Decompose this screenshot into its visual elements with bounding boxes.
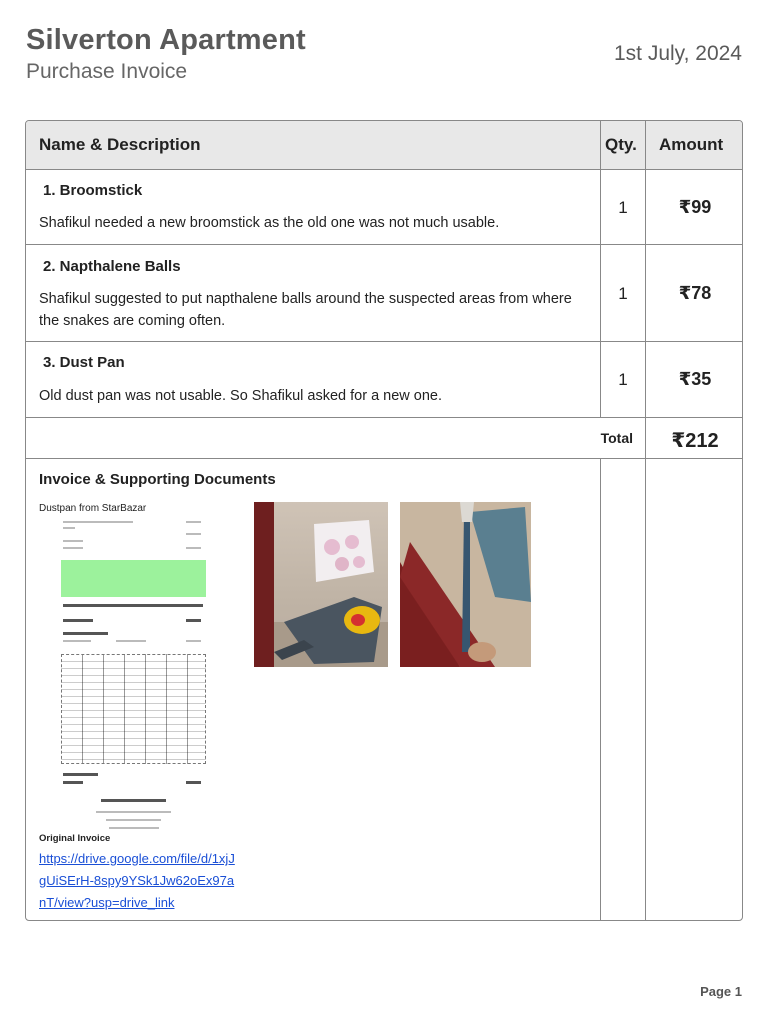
table-row — [26, 170, 742, 245]
item-qty: 1 — [618, 370, 628, 389]
item-amount: ₹99 — [678, 197, 712, 217]
item-description: Shafikul needed a new broomstick as the old one was not much usable. — [39, 215, 500, 231]
page-number: Page 1 — [700, 984, 742, 999]
item-description: Shafikul suggested to put napthalene balls around the suspected areas from where the snakes are coming often. — [39, 291, 572, 329]
total-amount: ₹212 — [671, 430, 719, 452]
item-name: 2. Napthalene Balls — [43, 258, 181, 275]
dustpan-photo — [254, 502, 388, 667]
invoice-table — [25, 120, 743, 921]
table-row — [26, 245, 742, 342]
total-label: Total — [600, 430, 633, 446]
receipt-caption: Dustpan from StarBazar — [39, 503, 147, 514]
item-qty: 1 — [618, 284, 628, 303]
document-title: Silverton Apartment — [26, 24, 306, 56]
item-qty: 1 — [618, 198, 628, 217]
item-name: 3. Dust Pan — [43, 354, 125, 371]
item-description: Old dust pan was not usable. So Shafikul asked for a new one. — [39, 388, 443, 404]
item-name: 1. Broomstick — [43, 182, 143, 199]
broomstick-photo — [400, 502, 531, 667]
item-amount: ₹78 — [678, 283, 712, 303]
item-amount: ₹35 — [678, 369, 712, 389]
column-header-amount: Amount — [659, 135, 724, 154]
invoice-date: 1st July, 2024 — [613, 42, 742, 65]
original-invoice-label: Original Invoice — [39, 833, 111, 844]
document-subtitle: Purchase Invoice — [26, 60, 188, 83]
column-header-qty: Qty. — [605, 135, 637, 154]
supporting-documents-row — [26, 459, 742, 921]
receipt-image — [61, 519, 206, 834]
documents-title: Invoice & Supporting Documents — [39, 471, 276, 488]
table-row — [26, 342, 742, 418]
column-header-name: Name & Description — [39, 135, 201, 154]
original-invoice-link[interactable]: https://drive.google.com/file/d/1xjJgUiSErH-8spy9YSk1Jw62oEx97anT/view?usp=drive_link — [39, 851, 235, 910]
table-header — [26, 121, 742, 170]
total-row — [26, 418, 742, 459]
